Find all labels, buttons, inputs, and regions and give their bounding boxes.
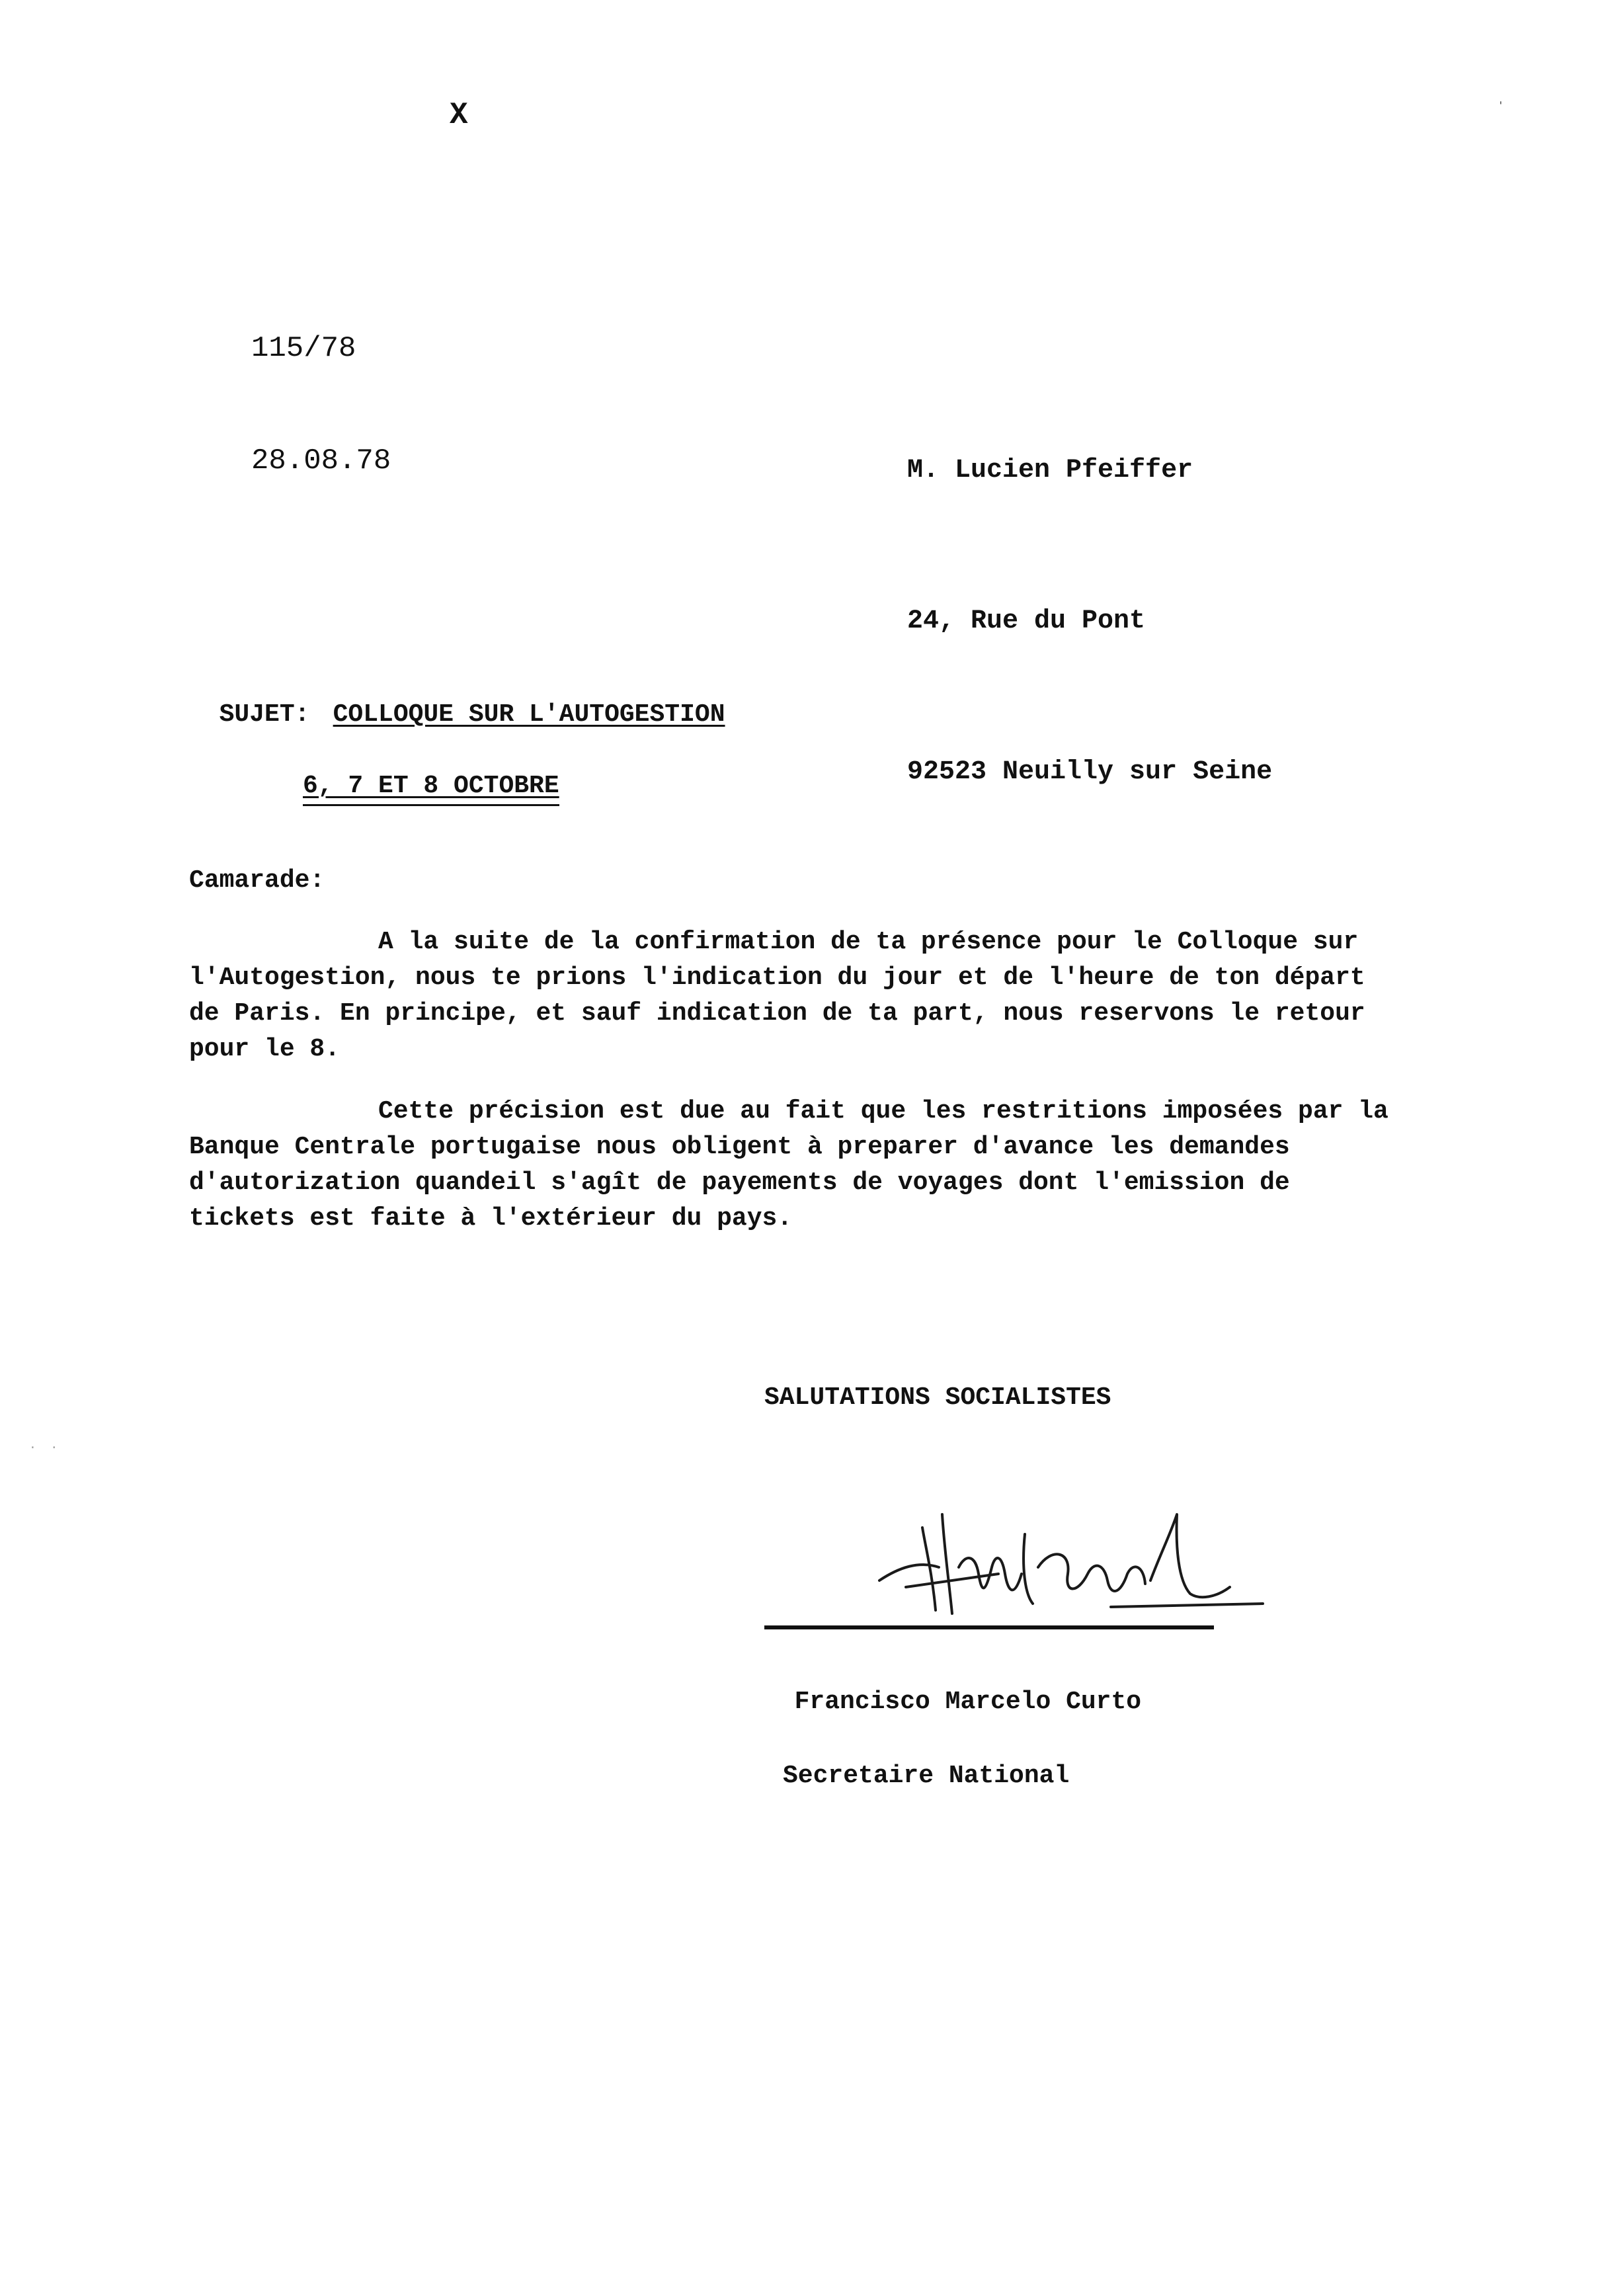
letter-body (189, 924, 1392, 1263)
closing-line: SALUTATIONS SOCIALISTES (764, 1383, 1111, 1412)
signer-title: Secretaire National (783, 1762, 1070, 1790)
salutation: Camarade: (189, 866, 325, 895)
recipient-address (907, 345, 1272, 848)
signer-block (764, 1647, 1141, 1832)
subject-line-2: 6, 7 ET 8 OCTOBRE (303, 772, 559, 806)
page-mark: X (450, 98, 468, 132)
subject-line-1: COLLOQUE SUR L'AUTOGESTION (333, 700, 725, 729)
recipient-city: 92523 Neuilly sur Seine (907, 757, 1273, 787)
margin-tick: ˈ (1496, 99, 1506, 119)
reference-number: 115/78 (251, 332, 356, 365)
subject-label: SUJET: (219, 700, 310, 729)
body-paragraph-1: A la suite de la confirmation de ta présence pour le Colloque sur l'Autogestion, nous te prions l'indication du jour et de l'heure de ton départ de Paris. En principe, et sauf indication de ta part, nous reservons le retour pour le 8. (189, 928, 1365, 1063)
signature-line (764, 1625, 1214, 1629)
body-paragraph-2: Cette précision est due au fait que les restritions imposées par la Banque Centrale portugaise nous obligent à preparer d'avance les demandes d'autorization quandeil s'agît de payements de voyages dont l'emission de tickets est faite à l'extérieur du pays. (189, 1097, 1388, 1233)
signer-name: Francisco Marcelo Curto (794, 1688, 1142, 1716)
letter-date: 28.08.78 (251, 444, 391, 477)
recipient-name: M. Lucien Pfeiffer (907, 456, 1193, 485)
handwritten-signature-icon (860, 1488, 1269, 1633)
scan-specks: · · (29, 1442, 58, 1455)
recipient-street: 24, Rue du Pont (907, 606, 1146, 636)
subject-block (189, 661, 725, 840)
